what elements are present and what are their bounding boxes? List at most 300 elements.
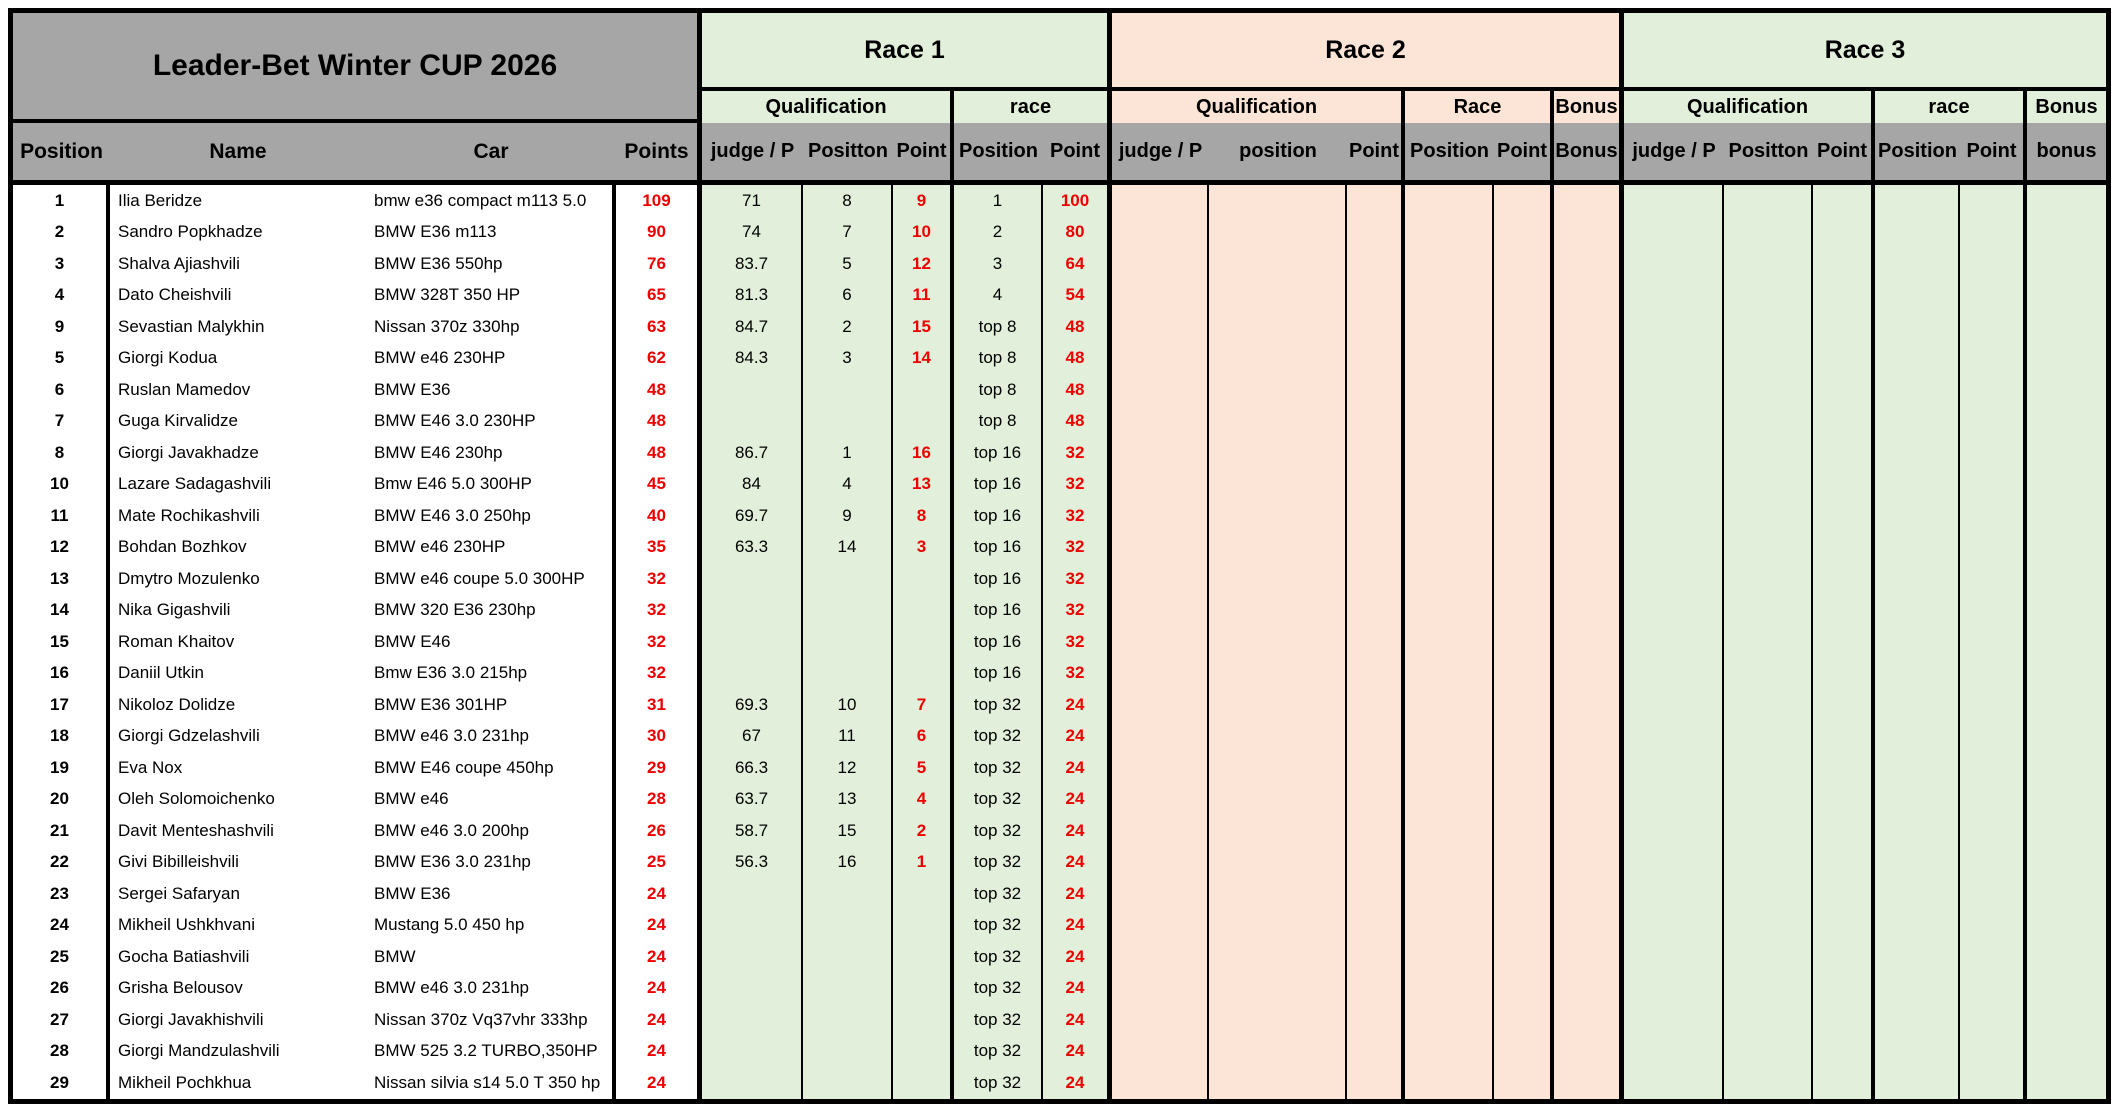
cell-r1-qual-position <box>803 626 893 658</box>
header-points: Points <box>616 123 702 185</box>
cell-r1-race-position: top 32 <box>954 910 1043 942</box>
cell-r1-qual-position: 15 <box>803 815 893 847</box>
race3-qualification-header: Qualification <box>1624 91 1875 123</box>
cell-r2-bonus <box>1554 406 1624 438</box>
cell-r2-bonus <box>1554 343 1624 375</box>
cell-r1-qual-position: 11 <box>803 721 893 753</box>
cell-position: 2 <box>13 217 110 249</box>
cell-car: Bmw E36 3.0 215hp <box>366 658 616 690</box>
cell-name: Nikoloz Dolidze <box>110 689 366 721</box>
cell-r1-qual-point <box>893 878 954 910</box>
cell-r3-judge <box>1624 437 1724 469</box>
cell-car: bmw e36 compact m113 5.0 <box>366 185 616 217</box>
cell-r2-qual-point <box>1347 941 1405 973</box>
cell-r1-qual-point: 5 <box>893 752 954 784</box>
cell-r2-race-position <box>1405 185 1494 217</box>
cell-r2-qual-position <box>1209 878 1347 910</box>
cell-points: 24 <box>616 910 702 942</box>
cell-name: Sevastian Malykhin <box>110 311 366 343</box>
cell-r1-qual-position: 6 <box>803 280 893 312</box>
cell-r3-qual-position <box>1724 973 1813 1005</box>
cell-r3-qual-point <box>1813 437 1875 469</box>
cell-r3-qual-position <box>1724 374 1813 406</box>
cell-r2-race-point <box>1494 1004 1554 1036</box>
cell-r1-judge <box>702 563 803 595</box>
cell-r3-bonus <box>2027 532 2106 564</box>
cup-title: Leader-Bet Winter CUP 2026 <box>13 13 702 123</box>
cell-points: 32 <box>616 563 702 595</box>
cell-r1-judge <box>702 626 803 658</box>
race3-header-race-position: Position <box>1875 123 1960 185</box>
cell-r3-race-position <box>1875 878 1960 910</box>
cell-r1-race-point: 24 <box>1043 878 1112 910</box>
race3-header-qual-position: Positton <box>1724 123 1813 185</box>
cell-r3-race-position <box>1875 217 1960 249</box>
race1-race-header: race <box>954 91 1112 123</box>
cell-r1-race-position: top 32 <box>954 721 1043 753</box>
cell-r1-qual-position <box>803 1067 893 1099</box>
race2-bonus-header: Bonus <box>1554 91 1624 123</box>
cell-name: Giorgi Mandzulashvili <box>110 1036 366 1068</box>
cell-r3-race-point <box>1960 185 2027 217</box>
cell-r2-race-point <box>1494 752 1554 784</box>
cell-r3-race-position <box>1875 437 1960 469</box>
cell-car: BMW e46 230HP <box>366 343 616 375</box>
cell-r3-judge <box>1624 532 1724 564</box>
cell-r2-qual-position <box>1209 910 1347 942</box>
cell-r2-qual-position <box>1209 595 1347 627</box>
cell-r2-judge <box>1112 248 1209 280</box>
cell-position: 8 <box>13 437 110 469</box>
cell-r2-judge <box>1112 658 1209 690</box>
cell-r3-judge <box>1624 941 1724 973</box>
cell-r1-race-position: top 32 <box>954 784 1043 816</box>
cell-r3-qual-position <box>1724 658 1813 690</box>
cell-r2-qual-position <box>1209 343 1347 375</box>
cell-r1-judge: 69.3 <box>702 689 803 721</box>
cell-r3-race-point <box>1960 941 2027 973</box>
cell-r2-qual-position <box>1209 1036 1347 1068</box>
cell-r3-qual-point <box>1813 343 1875 375</box>
cell-r3-judge <box>1624 500 1724 532</box>
cell-r3-race-point <box>1960 658 2027 690</box>
cell-r3-bonus <box>2027 941 2106 973</box>
cell-name: Givi Bibilleishvili <box>110 847 366 879</box>
cell-r3-race-point <box>1960 815 2027 847</box>
cell-r3-qual-point <box>1813 1004 1875 1036</box>
cell-r2-judge <box>1112 973 1209 1005</box>
cell-r1-qual-position: 8 <box>803 185 893 217</box>
cell-r1-judge: 84.3 <box>702 343 803 375</box>
cell-position: 5 <box>13 343 110 375</box>
cell-car: BMW <box>366 941 616 973</box>
cell-r1-race-position: top 16 <box>954 563 1043 595</box>
race1-header-qual-position: Positton <box>803 123 893 185</box>
cell-r3-qual-position <box>1724 1067 1813 1099</box>
cell-r2-race-point <box>1494 343 1554 375</box>
cell-r3-qual-position <box>1724 343 1813 375</box>
cell-r2-race-position <box>1405 311 1494 343</box>
cell-r3-qual-point <box>1813 1067 1875 1099</box>
cell-r1-race-position: top 16 <box>954 500 1043 532</box>
cell-r1-race-point: 80 <box>1043 217 1112 249</box>
cell-r3-judge <box>1624 217 1724 249</box>
cell-points: 62 <box>616 343 702 375</box>
cell-r3-qual-position <box>1724 185 1813 217</box>
cell-car: Nissan 370z 330hp <box>366 311 616 343</box>
cell-r2-qual-point <box>1347 532 1405 564</box>
cell-r3-bonus <box>2027 1004 2106 1036</box>
cell-position: 10 <box>13 469 110 501</box>
cell-r3-race-position <box>1875 469 1960 501</box>
cell-r1-judge: 86.7 <box>702 437 803 469</box>
cell-name: Dato Cheishvili <box>110 280 366 312</box>
cell-r3-bonus <box>2027 311 2106 343</box>
cell-r3-bonus <box>2027 500 2106 532</box>
cell-r1-race-position: top 16 <box>954 658 1043 690</box>
cell-r3-race-point <box>1960 973 2027 1005</box>
cell-r2-bonus <box>1554 1067 1624 1099</box>
cell-r3-qual-point <box>1813 469 1875 501</box>
cell-r2-bonus <box>1554 973 1624 1005</box>
cell-r1-race-position: top 32 <box>954 815 1043 847</box>
cell-r3-bonus <box>2027 563 2106 595</box>
cell-r3-bonus <box>2027 595 2106 627</box>
cell-r3-qual-position <box>1724 878 1813 910</box>
cell-r3-judge <box>1624 374 1724 406</box>
cell-position: 28 <box>13 1036 110 1068</box>
cell-r3-race-point <box>1960 406 2027 438</box>
cell-r3-judge <box>1624 1067 1724 1099</box>
cell-r2-race-point <box>1494 374 1554 406</box>
cell-r1-qual-position <box>803 973 893 1005</box>
cell-r3-qual-point <box>1813 185 1875 217</box>
cell-car: BMW 328T 350 HP <box>366 280 616 312</box>
cell-r2-qual-point <box>1347 1036 1405 1068</box>
cell-points: 90 <box>616 217 702 249</box>
cell-position: 18 <box>13 721 110 753</box>
cell-r3-qual-point <box>1813 847 1875 879</box>
cell-r1-qual-point <box>893 658 954 690</box>
cell-r1-race-point: 48 <box>1043 343 1112 375</box>
cell-r1-judge <box>702 595 803 627</box>
cell-points: 32 <box>616 658 702 690</box>
cell-r2-race-point <box>1494 941 1554 973</box>
cell-r3-bonus <box>2027 973 2106 1005</box>
cell-r3-race-point <box>1960 311 2027 343</box>
cell-r3-race-position <box>1875 563 1960 595</box>
cell-r1-qual-point <box>893 1004 954 1036</box>
cell-r3-qual-position <box>1724 217 1813 249</box>
cell-r3-qual-position <box>1724 721 1813 753</box>
race2-header-judge: judge / P <box>1112 123 1209 185</box>
cell-points: 65 <box>616 280 702 312</box>
cell-r1-race-position: top 16 <box>954 626 1043 658</box>
cell-r2-qual-point <box>1347 784 1405 816</box>
cell-name: Mate Rochikashvili <box>110 500 366 532</box>
cell-r3-qual-position <box>1724 595 1813 627</box>
cell-r3-qual-position <box>1724 941 1813 973</box>
cell-r2-judge <box>1112 815 1209 847</box>
cell-r2-judge <box>1112 626 1209 658</box>
cell-car: BMW E46 <box>366 626 616 658</box>
cell-r3-race-position <box>1875 406 1960 438</box>
cell-name: Giorgi Javakhishvili <box>110 1004 366 1036</box>
cell-position: 9 <box>13 311 110 343</box>
cell-r1-race-position: 2 <box>954 217 1043 249</box>
cell-car: BMW 525 3.2 TURBO,350HP <box>366 1036 616 1068</box>
cell-r1-race-position: top 32 <box>954 752 1043 784</box>
cell-r2-judge <box>1112 1067 1209 1099</box>
cell-r1-judge: 84 <box>702 469 803 501</box>
cell-r1-qual-point: 15 <box>893 311 954 343</box>
cell-position: 25 <box>13 941 110 973</box>
cell-r1-race-point: 32 <box>1043 563 1112 595</box>
cell-r3-race-point <box>1960 910 2027 942</box>
race3-race-header: race <box>1875 91 2027 123</box>
cell-position: 6 <box>13 374 110 406</box>
cell-r3-race-position <box>1875 343 1960 375</box>
cell-r2-judge <box>1112 437 1209 469</box>
cell-r1-race-point: 48 <box>1043 374 1112 406</box>
cell-r3-qual-position <box>1724 563 1813 595</box>
cell-r1-race-point: 24 <box>1043 1067 1112 1099</box>
cell-points: 24 <box>616 878 702 910</box>
cell-r2-qual-point <box>1347 1067 1405 1099</box>
cell-r3-race-point <box>1960 626 2027 658</box>
cell-r2-race-position <box>1405 1067 1494 1099</box>
cell-r1-qual-position <box>803 406 893 438</box>
cell-car: BMW E36 <box>366 374 616 406</box>
cell-r2-judge <box>1112 217 1209 249</box>
cell-r2-qual-point <box>1347 752 1405 784</box>
cell-r3-race-position <box>1875 847 1960 879</box>
cell-r3-race-position <box>1875 973 1960 1005</box>
cell-r3-qual-position <box>1724 784 1813 816</box>
cell-r2-judge <box>1112 374 1209 406</box>
cell-r2-race-position <box>1405 784 1494 816</box>
cell-r2-bonus <box>1554 1004 1624 1036</box>
cell-r3-qual-point <box>1813 910 1875 942</box>
cell-r3-judge <box>1624 815 1724 847</box>
cell-r3-qual-point <box>1813 248 1875 280</box>
cell-r2-judge <box>1112 784 1209 816</box>
cell-r2-race-position <box>1405 248 1494 280</box>
cell-r3-race-point <box>1960 1067 2027 1099</box>
cell-r1-qual-position <box>803 374 893 406</box>
cell-r2-qual-position <box>1209 941 1347 973</box>
cell-r2-bonus <box>1554 532 1624 564</box>
cell-position: 26 <box>13 973 110 1005</box>
cell-r3-qual-position <box>1724 280 1813 312</box>
cell-r1-qual-point <box>893 626 954 658</box>
cell-r3-qual-position <box>1724 1036 1813 1068</box>
cell-r2-race-point <box>1494 248 1554 280</box>
cell-r1-race-point: 54 <box>1043 280 1112 312</box>
cell-r1-judge: 83.7 <box>702 248 803 280</box>
cell-r3-qual-point <box>1813 626 1875 658</box>
cell-r2-bonus <box>1554 437 1624 469</box>
cell-r2-race-point <box>1494 437 1554 469</box>
cell-r3-judge <box>1624 406 1724 438</box>
cell-r1-qual-position <box>803 878 893 910</box>
cell-car: BMW E46 coupe 450hp <box>366 752 616 784</box>
cell-r3-bonus <box>2027 815 2106 847</box>
cell-r3-race-point <box>1960 1004 2027 1036</box>
cell-r3-qual-position <box>1724 752 1813 784</box>
cell-r3-qual-point <box>1813 941 1875 973</box>
cell-r1-qual-point: 12 <box>893 248 954 280</box>
cell-r1-qual-position <box>803 595 893 627</box>
cell-r2-judge <box>1112 406 1209 438</box>
cell-car: BMW E46 3.0 230HP <box>366 406 616 438</box>
cell-r2-judge <box>1112 878 1209 910</box>
cell-r3-qual-position <box>1724 406 1813 438</box>
cell-r1-judge <box>702 374 803 406</box>
cell-r3-bonus <box>2027 721 2106 753</box>
cell-r2-bonus <box>1554 721 1624 753</box>
cell-r2-race-position <box>1405 343 1494 375</box>
cell-r3-judge <box>1624 343 1724 375</box>
cell-name: Ruslan Mamedov <box>110 374 366 406</box>
cell-r2-qual-point <box>1347 910 1405 942</box>
cell-r2-race-position <box>1405 532 1494 564</box>
cell-r2-bonus <box>1554 500 1624 532</box>
cell-r3-race-point <box>1960 280 2027 312</box>
cell-r2-qual-point <box>1347 500 1405 532</box>
cell-r1-race-point: 48 <box>1043 406 1112 438</box>
header-position: Position <box>13 123 110 185</box>
cell-r2-qual-position <box>1209 311 1347 343</box>
cell-r2-qual-point <box>1347 595 1405 627</box>
cell-r1-qual-point <box>893 563 954 595</box>
cell-r2-bonus <box>1554 311 1624 343</box>
cell-r3-judge <box>1624 689 1724 721</box>
cell-r2-judge <box>1112 1004 1209 1036</box>
cell-r3-bonus <box>2027 910 2106 942</box>
cell-r3-race-point <box>1960 563 2027 595</box>
cell-r2-qual-position <box>1209 374 1347 406</box>
cell-car: Mustang 5.0 450 hp <box>366 910 616 942</box>
cell-r1-qual-position <box>803 1004 893 1036</box>
cell-r2-judge <box>1112 941 1209 973</box>
cell-r2-qual-point <box>1347 437 1405 469</box>
cell-car: BMW E36 3.0 231hp <box>366 847 616 879</box>
cell-r2-race-position <box>1405 721 1494 753</box>
cell-name: Giorgi Javakhadze <box>110 437 366 469</box>
cell-r1-race-position: top 32 <box>954 1004 1043 1036</box>
cell-points: 26 <box>616 815 702 847</box>
cell-r2-race-point <box>1494 217 1554 249</box>
cell-position: 14 <box>13 595 110 627</box>
cell-points: 24 <box>616 1067 702 1099</box>
cell-r1-qual-position <box>803 1036 893 1068</box>
cell-r2-bonus <box>1554 658 1624 690</box>
cell-r3-race-position <box>1875 532 1960 564</box>
cell-name: Ilia Beridze <box>110 185 366 217</box>
cell-r1-qual-point: 4 <box>893 784 954 816</box>
cell-r3-race-position <box>1875 815 1960 847</box>
cell-r2-race-point <box>1494 658 1554 690</box>
cell-r1-qual-position: 16 <box>803 847 893 879</box>
cell-r2-bonus <box>1554 815 1624 847</box>
cell-r2-race-position <box>1405 910 1494 942</box>
cell-r3-qual-point <box>1813 311 1875 343</box>
cell-r3-race-position <box>1875 374 1960 406</box>
cell-r2-qual-point <box>1347 343 1405 375</box>
cell-r3-race-position <box>1875 784 1960 816</box>
cell-r1-qual-point: 13 <box>893 469 954 501</box>
cell-r2-bonus <box>1554 689 1624 721</box>
cell-points: 30 <box>616 721 702 753</box>
cell-r3-bonus <box>2027 343 2106 375</box>
cell-r1-qual-point: 8 <box>893 500 954 532</box>
cell-r3-race-position <box>1875 910 1960 942</box>
cell-r1-judge <box>702 1036 803 1068</box>
cell-r3-judge <box>1624 595 1724 627</box>
cell-r1-judge <box>702 910 803 942</box>
cell-r3-qual-position <box>1724 469 1813 501</box>
cell-points: 25 <box>616 847 702 879</box>
cell-r2-bonus <box>1554 910 1624 942</box>
cell-r3-qual-point <box>1813 500 1875 532</box>
cell-r3-bonus <box>2027 280 2106 312</box>
cell-r3-bonus <box>2027 437 2106 469</box>
cell-r2-qual-point <box>1347 185 1405 217</box>
cell-r3-qual-point <box>1813 973 1875 1005</box>
cell-r1-race-point: 24 <box>1043 847 1112 879</box>
cell-r2-race-point <box>1494 973 1554 1005</box>
cell-r3-race-point <box>1960 721 2027 753</box>
cell-r2-race-position <box>1405 563 1494 595</box>
cell-r1-qual-point: 10 <box>893 217 954 249</box>
cell-r3-judge <box>1624 878 1724 910</box>
cell-r1-qual-point <box>893 1067 954 1099</box>
cell-r1-race-position: 1 <box>954 185 1043 217</box>
cell-r1-qual-point <box>893 406 954 438</box>
cell-r2-qual-position <box>1209 280 1347 312</box>
cell-r3-race-position <box>1875 721 1960 753</box>
cell-r1-judge <box>702 1004 803 1036</box>
cell-r3-race-position <box>1875 311 1960 343</box>
cell-r3-race-point <box>1960 847 2027 879</box>
cell-r2-qual-point <box>1347 248 1405 280</box>
cell-position: 22 <box>13 847 110 879</box>
cell-r3-race-point <box>1960 532 2027 564</box>
cell-r1-race-position: top 32 <box>954 941 1043 973</box>
cell-r2-qual-point <box>1347 689 1405 721</box>
cell-r2-race-position <box>1405 815 1494 847</box>
race3-title: Race 3 <box>1624 13 2106 91</box>
cell-r3-judge <box>1624 910 1724 942</box>
cell-r1-race-point: 24 <box>1043 784 1112 816</box>
cell-r2-race-position <box>1405 1004 1494 1036</box>
cell-r2-judge <box>1112 721 1209 753</box>
cell-r1-qual-position: 7 <box>803 217 893 249</box>
cell-r2-judge <box>1112 280 1209 312</box>
cell-r1-race-position: top 8 <box>954 374 1043 406</box>
cell-r2-race-position <box>1405 280 1494 312</box>
cell-r3-race-position <box>1875 1004 1960 1036</box>
cell-r1-qual-point <box>893 941 954 973</box>
cell-r2-race-position <box>1405 847 1494 879</box>
cell-position: 29 <box>13 1067 110 1099</box>
cell-r1-qual-position: 1 <box>803 437 893 469</box>
cell-r3-qual-point <box>1813 406 1875 438</box>
cell-points: 24 <box>616 1004 702 1036</box>
cell-r2-bonus <box>1554 1036 1624 1068</box>
cell-r2-qual-position <box>1209 185 1347 217</box>
